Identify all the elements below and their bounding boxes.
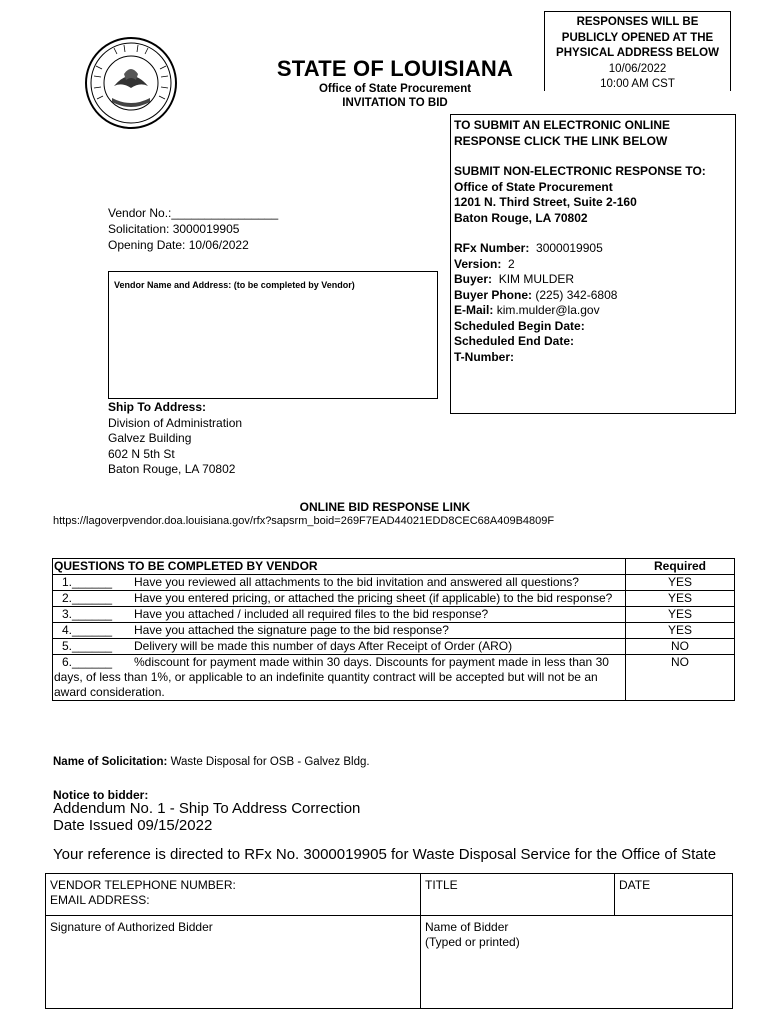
solicitation-name: Name of Solicitation: Waste Disposal for OSB - Galvez Bldg.: [53, 756, 370, 768]
buyer-email-link[interactable]: kim.mulder@la.gov: [496, 303, 600, 317]
question-text: %discount for payment made within 30 days. Discounts for payment made in less than 30 days, of less than 1%, or applicable to an indefinite quantity contract will be accepted but will not be an award consideration.: [54, 655, 609, 699]
title-cell[interactable]: [421, 874, 615, 916]
page-title: STATE OF LOUISIANA: [276, 56, 514, 81]
header-subtitle: [230, 82, 560, 110]
responses-notice-box: [544, 11, 731, 91]
table-row: [53, 575, 735, 591]
ship-to-address: [108, 400, 242, 478]
required-value: YES: [626, 591, 735, 607]
online-bid-link[interactable]: https://lagoverpvendor.doa.louisiana.gov/rfx?sapsrm_boid=269F7EAD44021EDD8CEC68A409B4809F: [53, 515, 555, 527]
end-date-row: Scheduled End Date:: [454, 334, 575, 348]
electronic-submit-line-1: TO SUBMIT AN ELECTRONIC ONLINE: [454, 118, 670, 132]
ship-to-line-4: Baton Rouge, LA 70802: [108, 462, 236, 476]
questions-heading: QUESTIONS TO BE COMPLETED BY VENDOR: [53, 559, 626, 575]
notice-label: Notice to bidder:: [53, 788, 149, 802]
reference-text: Your reference is directed to RFx No. 3000019905 for Waste Disposal Service for the Office of State: [53, 846, 717, 863]
responses-line-1: RESPONSES WILL BE: [576, 16, 699, 28]
begin-date-row: Scheduled Begin Date:: [454, 318, 585, 333]
required-heading: Required: [626, 559, 735, 575]
signature-table: [45, 873, 733, 1009]
signature-label: Signature of Authorized Bidder: [50, 920, 213, 934]
question-number-field[interactable]: 2.______: [62, 591, 113, 605]
question-text: Delivery will be made this number of days After Receipt of Order (ARO): [134, 639, 513, 653]
table-row: [53, 591, 735, 607]
version-row: Version: 2: [454, 256, 515, 271]
question-number-field[interactable]: 6.______: [62, 655, 113, 669]
table-row: [53, 639, 735, 655]
opening-date-line: Opening Date: 10/06/2022: [108, 238, 249, 252]
vendor-name-address-box[interactable]: [108, 271, 438, 399]
required-value: NO: [671, 655, 689, 669]
question-number-field[interactable]: 3.______: [62, 607, 113, 621]
ship-to-label: Ship To Address:: [108, 400, 207, 414]
bidder-name-hint: (Typed or printed): [425, 935, 520, 949]
ship-to-line-3: 602 N 5th St: [108, 446, 175, 461]
vendor-questions-table: [52, 558, 735, 701]
submission-info-box: [450, 114, 736, 414]
bidder-name-cell[interactable]: [421, 916, 733, 1009]
procurement-address-3: Baton Rouge, LA 70802: [454, 210, 588, 225]
addendum-notice: [53, 800, 360, 834]
addendum-date: Date Issued 09/15/2022: [53, 817, 213, 834]
question-number-field[interactable]: 1.______: [62, 575, 113, 589]
title-label: TITLE: [425, 878, 458, 892]
buyer-row: Buyer: KIM MULDER: [454, 272, 575, 286]
electronic-submit-line-2: RESPONSE CLICK THE LINK BELOW: [454, 133, 668, 148]
vendor-info: [108, 205, 278, 253]
required-value: YES: [626, 607, 735, 623]
table-row: [53, 655, 735, 701]
question-text: Have you reviewed all attachments to the bid invitation and answered all questions?: [134, 575, 579, 589]
date-label: DATE: [619, 878, 651, 892]
responses-line-3: PHYSICAL ADDRESS BELOW: [556, 47, 719, 59]
ship-to-line-1: Division of Administration: [108, 415, 243, 430]
state-seal-logo: [84, 36, 178, 130]
email-row: E-Mail: kim.mulder@la.gov: [454, 303, 600, 317]
table-row: [53, 607, 735, 623]
question-text: Have you attached / included all required files to the bid response?: [134, 607, 489, 621]
vendor-email-label: EMAIL ADDRESS:: [50, 893, 150, 907]
vendor-number: Vendor No.:________________: [108, 206, 279, 220]
vendor-phone-label: VENDOR TELEPHONE NUMBER:: [50, 878, 236, 892]
date-cell[interactable]: [615, 874, 733, 916]
document-type: INVITATION TO BID: [342, 97, 448, 109]
buyer-phone-row: Buyer Phone: (225) 342-6808: [454, 287, 618, 302]
vendor-contact-cell[interactable]: [46, 874, 421, 916]
t-number-row: T-Number:: [454, 349, 514, 364]
online-link-heading: ONLINE BID RESPONSE LINK: [299, 500, 471, 514]
question-number-field[interactable]: 5.______: [62, 639, 113, 653]
rfx-number-row: RFx Number: 3000019905: [454, 241, 603, 255]
office-name: Office of State Procurement: [318, 83, 472, 95]
ship-to-line-2: Galvez Building: [108, 431, 192, 445]
question-number-field[interactable]: 4.______: [62, 623, 113, 637]
opening-date: 10/06/2022: [608, 62, 667, 75]
addendum-title: Addendum No. 1 - Ship To Address Correction: [53, 800, 361, 817]
responses-line-2: PUBLICLY OPENED AT THE: [561, 31, 714, 44]
opening-time: 10:00 AM CST: [600, 78, 675, 90]
procurement-address-2: 1201 N. Third Street, Suite 2-160: [454, 195, 637, 209]
question-text: Have you attached the signature page to the bid response?: [134, 623, 449, 637]
procurement-address-1: Office of State Procurement: [454, 179, 613, 194]
question-text: Have you entered pricing, or attached the pricing sheet (if applicable) to the bid response?: [134, 591, 613, 605]
vendor-name-address-label: Vendor Name and Address: (to be completed by Vendor): [114, 280, 355, 290]
bidder-name-label: Name of Bidder: [425, 920, 509, 934]
table-row: [53, 623, 735, 639]
required-value: YES: [626, 575, 735, 591]
solicitation-number: Solicitation: 3000019905: [108, 222, 240, 236]
required-value: YES: [626, 623, 735, 639]
questions-header-row: [53, 559, 735, 575]
non-electronic-heading: SUBMIT NON-ELECTRONIC RESPONSE TO:: [454, 164, 706, 178]
signature-cell[interactable]: [46, 916, 421, 1009]
required-value: NO: [626, 639, 735, 655]
